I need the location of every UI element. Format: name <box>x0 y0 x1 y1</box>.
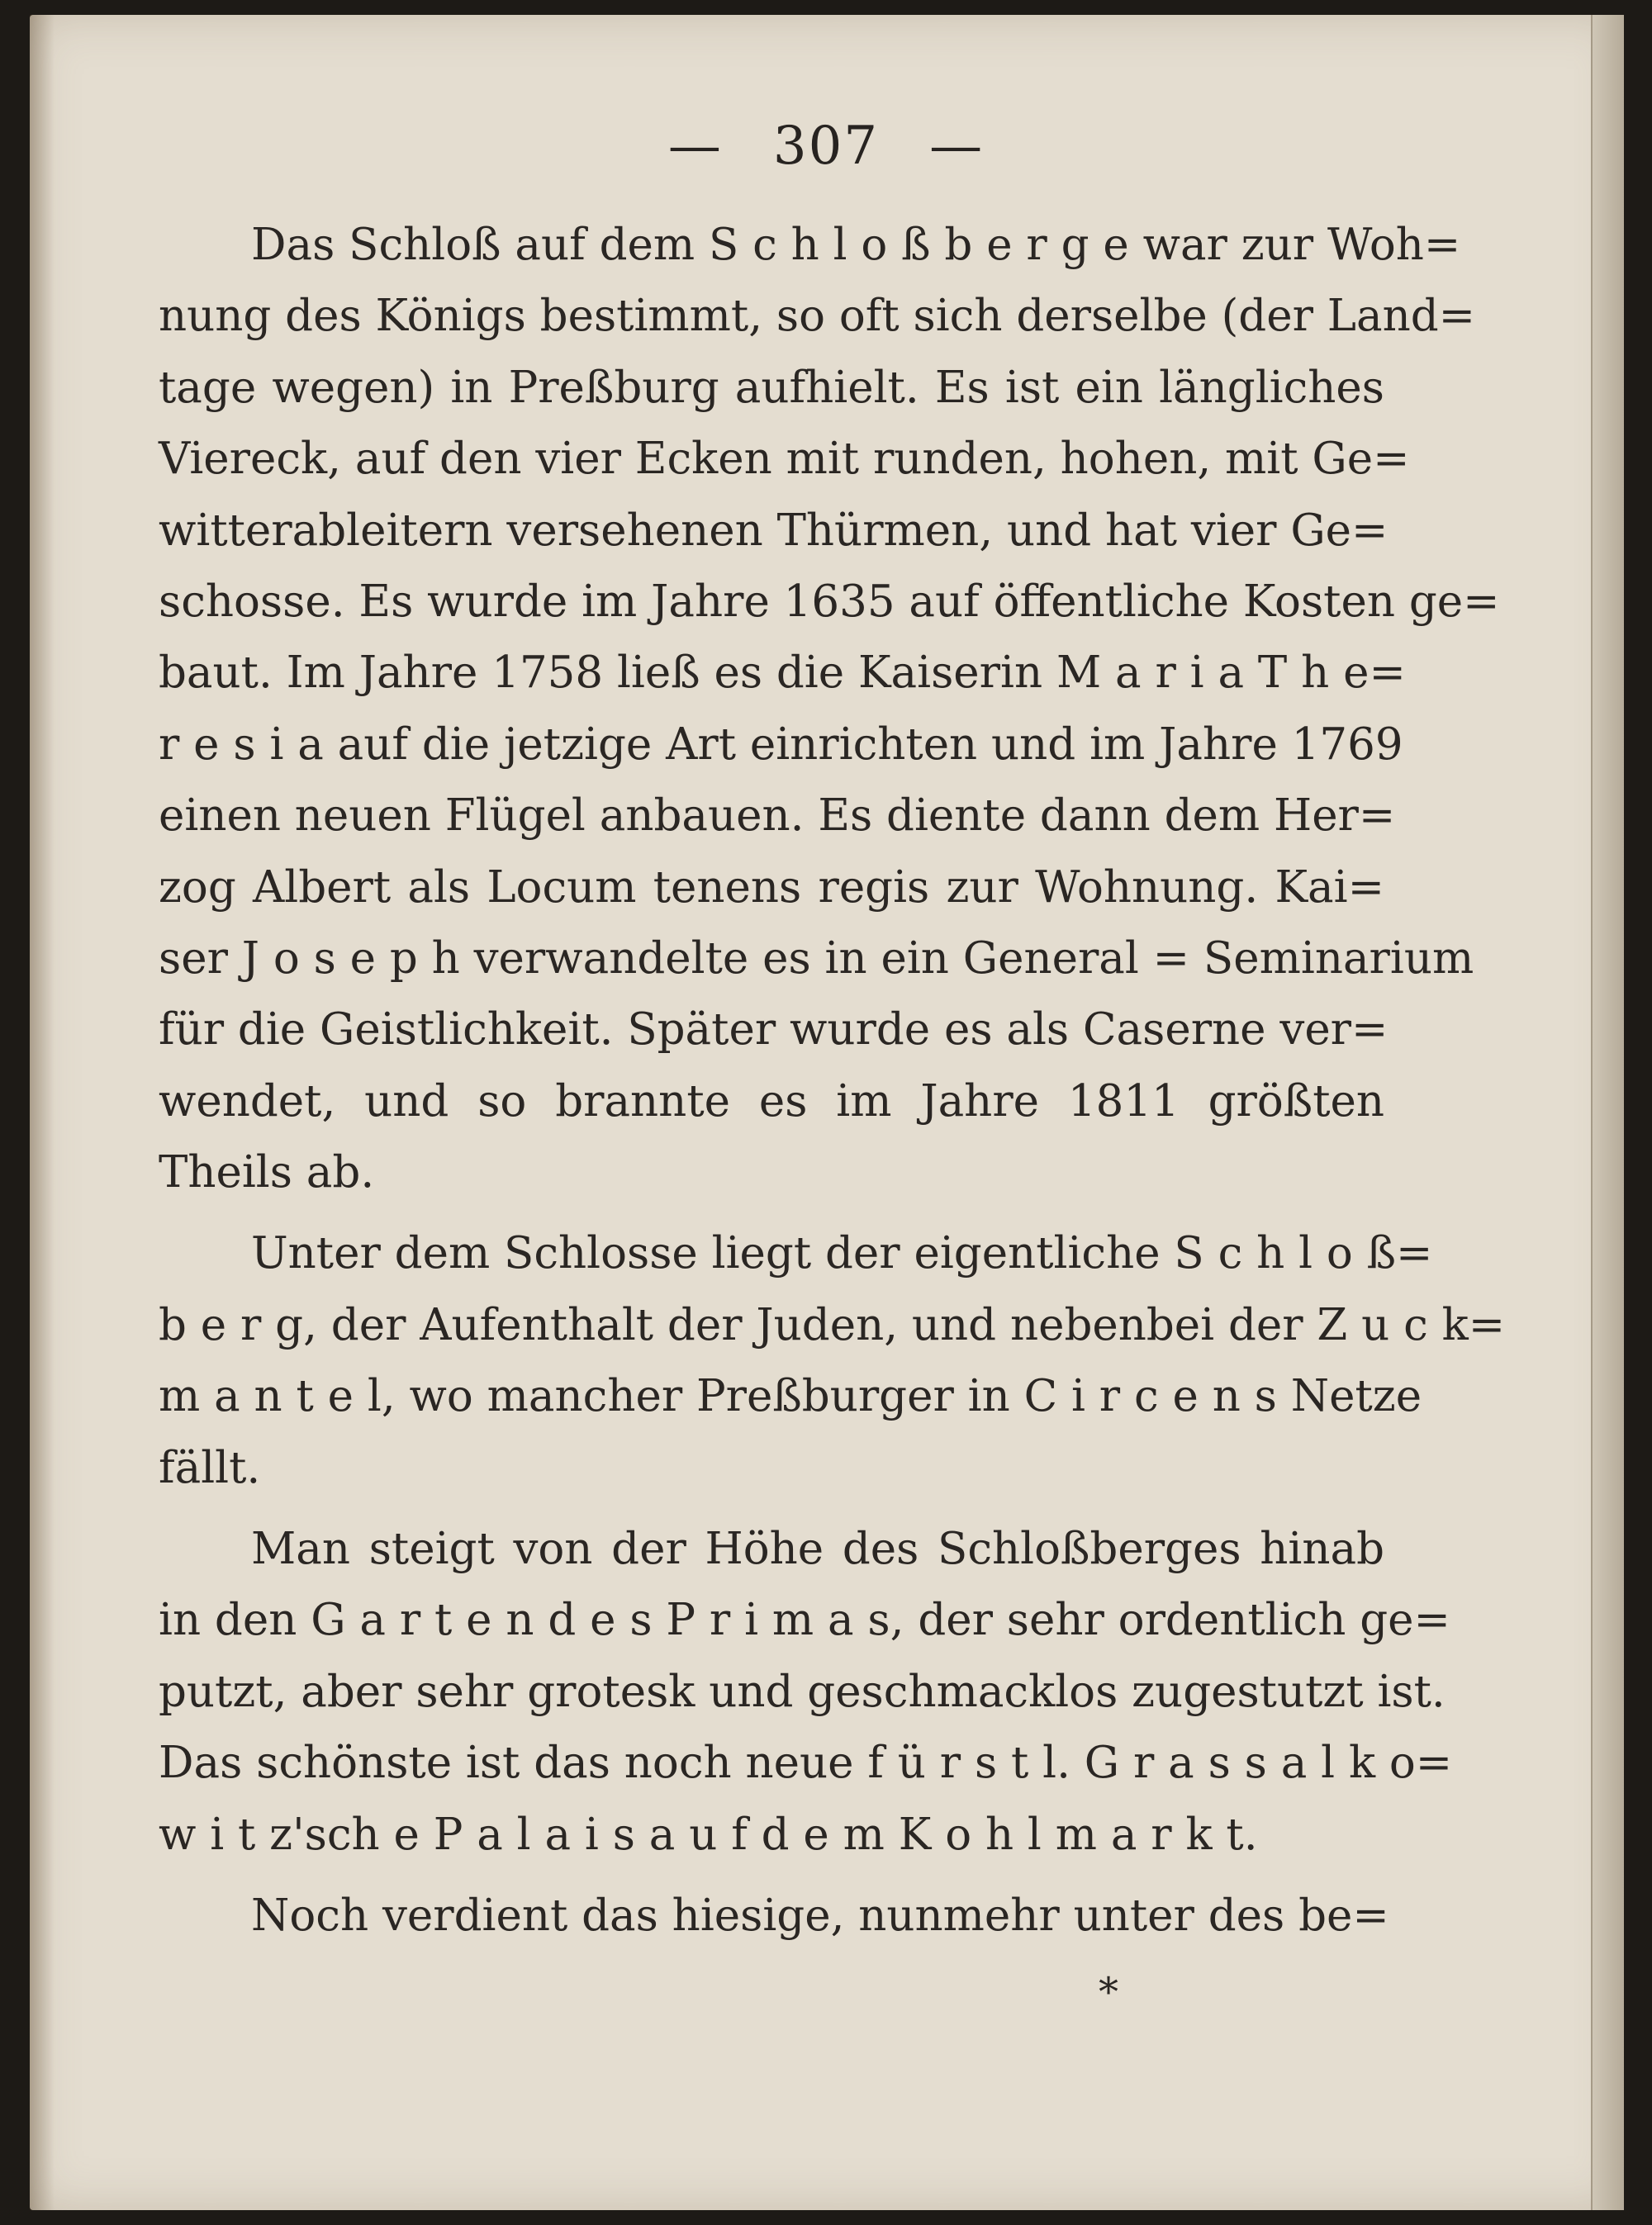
text-line: für die Geistlichkeit. Später wurde es als Caserne ver= <box>159 1004 1389 1056</box>
text-line: schosse. Es wurde im Jahre 1635 auf öffentliche Kosten ge= <box>159 576 1500 627</box>
text-line: ser J o s e p h verwandelte es in ein General = Seminarium <box>159 932 1474 984</box>
text-line: einen neuen Flügel anbauen. Es diente dann dem Her= <box>159 790 1396 842</box>
text-line: Noch verdient das hiesige, nunmehr unter des be= <box>251 1890 1389 1941</box>
text-line: r e s i a auf die jetzige Art einrichten und im Jahre 1769 <box>159 719 1403 770</box>
text-line: nung des Königs bestimmt, so oft sich derselbe (der Land= <box>159 291 1476 342</box>
text-line: zog Albert als Locum tenens regis zur Wohnung. Kai= <box>159 861 1384 913</box>
text-line: Das schönste ist das noch neue f ü r s t l. G r a s s a l k o= <box>159 1738 1453 1789</box>
header-dash-left: — <box>667 116 723 177</box>
text-line: tage wegen) in Preßburg aufhielt. Es ist ein längliches <box>159 362 1384 413</box>
text-line: m a n t e l, wo mancher Preßburger in C i r c e n s Netze <box>159 1371 1422 1422</box>
text-line: w i t z'sch e P a l a i s a u f d e m K o h l m a r k t. <box>159 1809 1258 1860</box>
text-line: baut. Im Jahre 1758 ließ es die Kaiserin M a r i a T h e= <box>159 648 1406 699</box>
text-line: Viereck, auf den vier Ecken mit runden, hohen, mit Ge= <box>159 434 1410 485</box>
page-edge <box>1591 15 1624 2210</box>
text-line: Man steigt von der Höhe des Schloßberges hinab <box>251 1524 1384 1575</box>
text-line: in den G a r t e n d e s P r i m a s, der sehr ordentlich ge= <box>159 1595 1450 1646</box>
header-dash-right: — <box>929 116 985 177</box>
text-line: wendet, und so brannte es im Jahre 1811 größten <box>159 1075 1384 1127</box>
signature-mark: * <box>1099 1969 1118 2015</box>
text-line: fällt. <box>159 1442 261 1493</box>
gutter-shadow <box>30 15 55 2210</box>
text-line: Theils ab. <box>159 1147 375 1198</box>
page-number: 307 <box>772 116 880 177</box>
text-line: putzt, aber sehr grotesk und geschmacklos zugestutzt ist. <box>159 1666 1446 1717</box>
text-line: b e r g, der Aufenthalt der Juden, und nebenbei der Z u c k= <box>159 1299 1506 1350</box>
text-line: Das Schloß auf dem S c h l o ß b e r g e war zur Woh= <box>251 220 1461 270</box>
body-text <box>159 210 1506 1952</box>
text-line: witterableitern versehenen Thürmen, und hat vier Ge= <box>159 505 1389 556</box>
page-header <box>0 116 1652 177</box>
text-line: Unter dem Schlosse liegt der eigentliche S c h l o ß= <box>251 1228 1433 1279</box>
